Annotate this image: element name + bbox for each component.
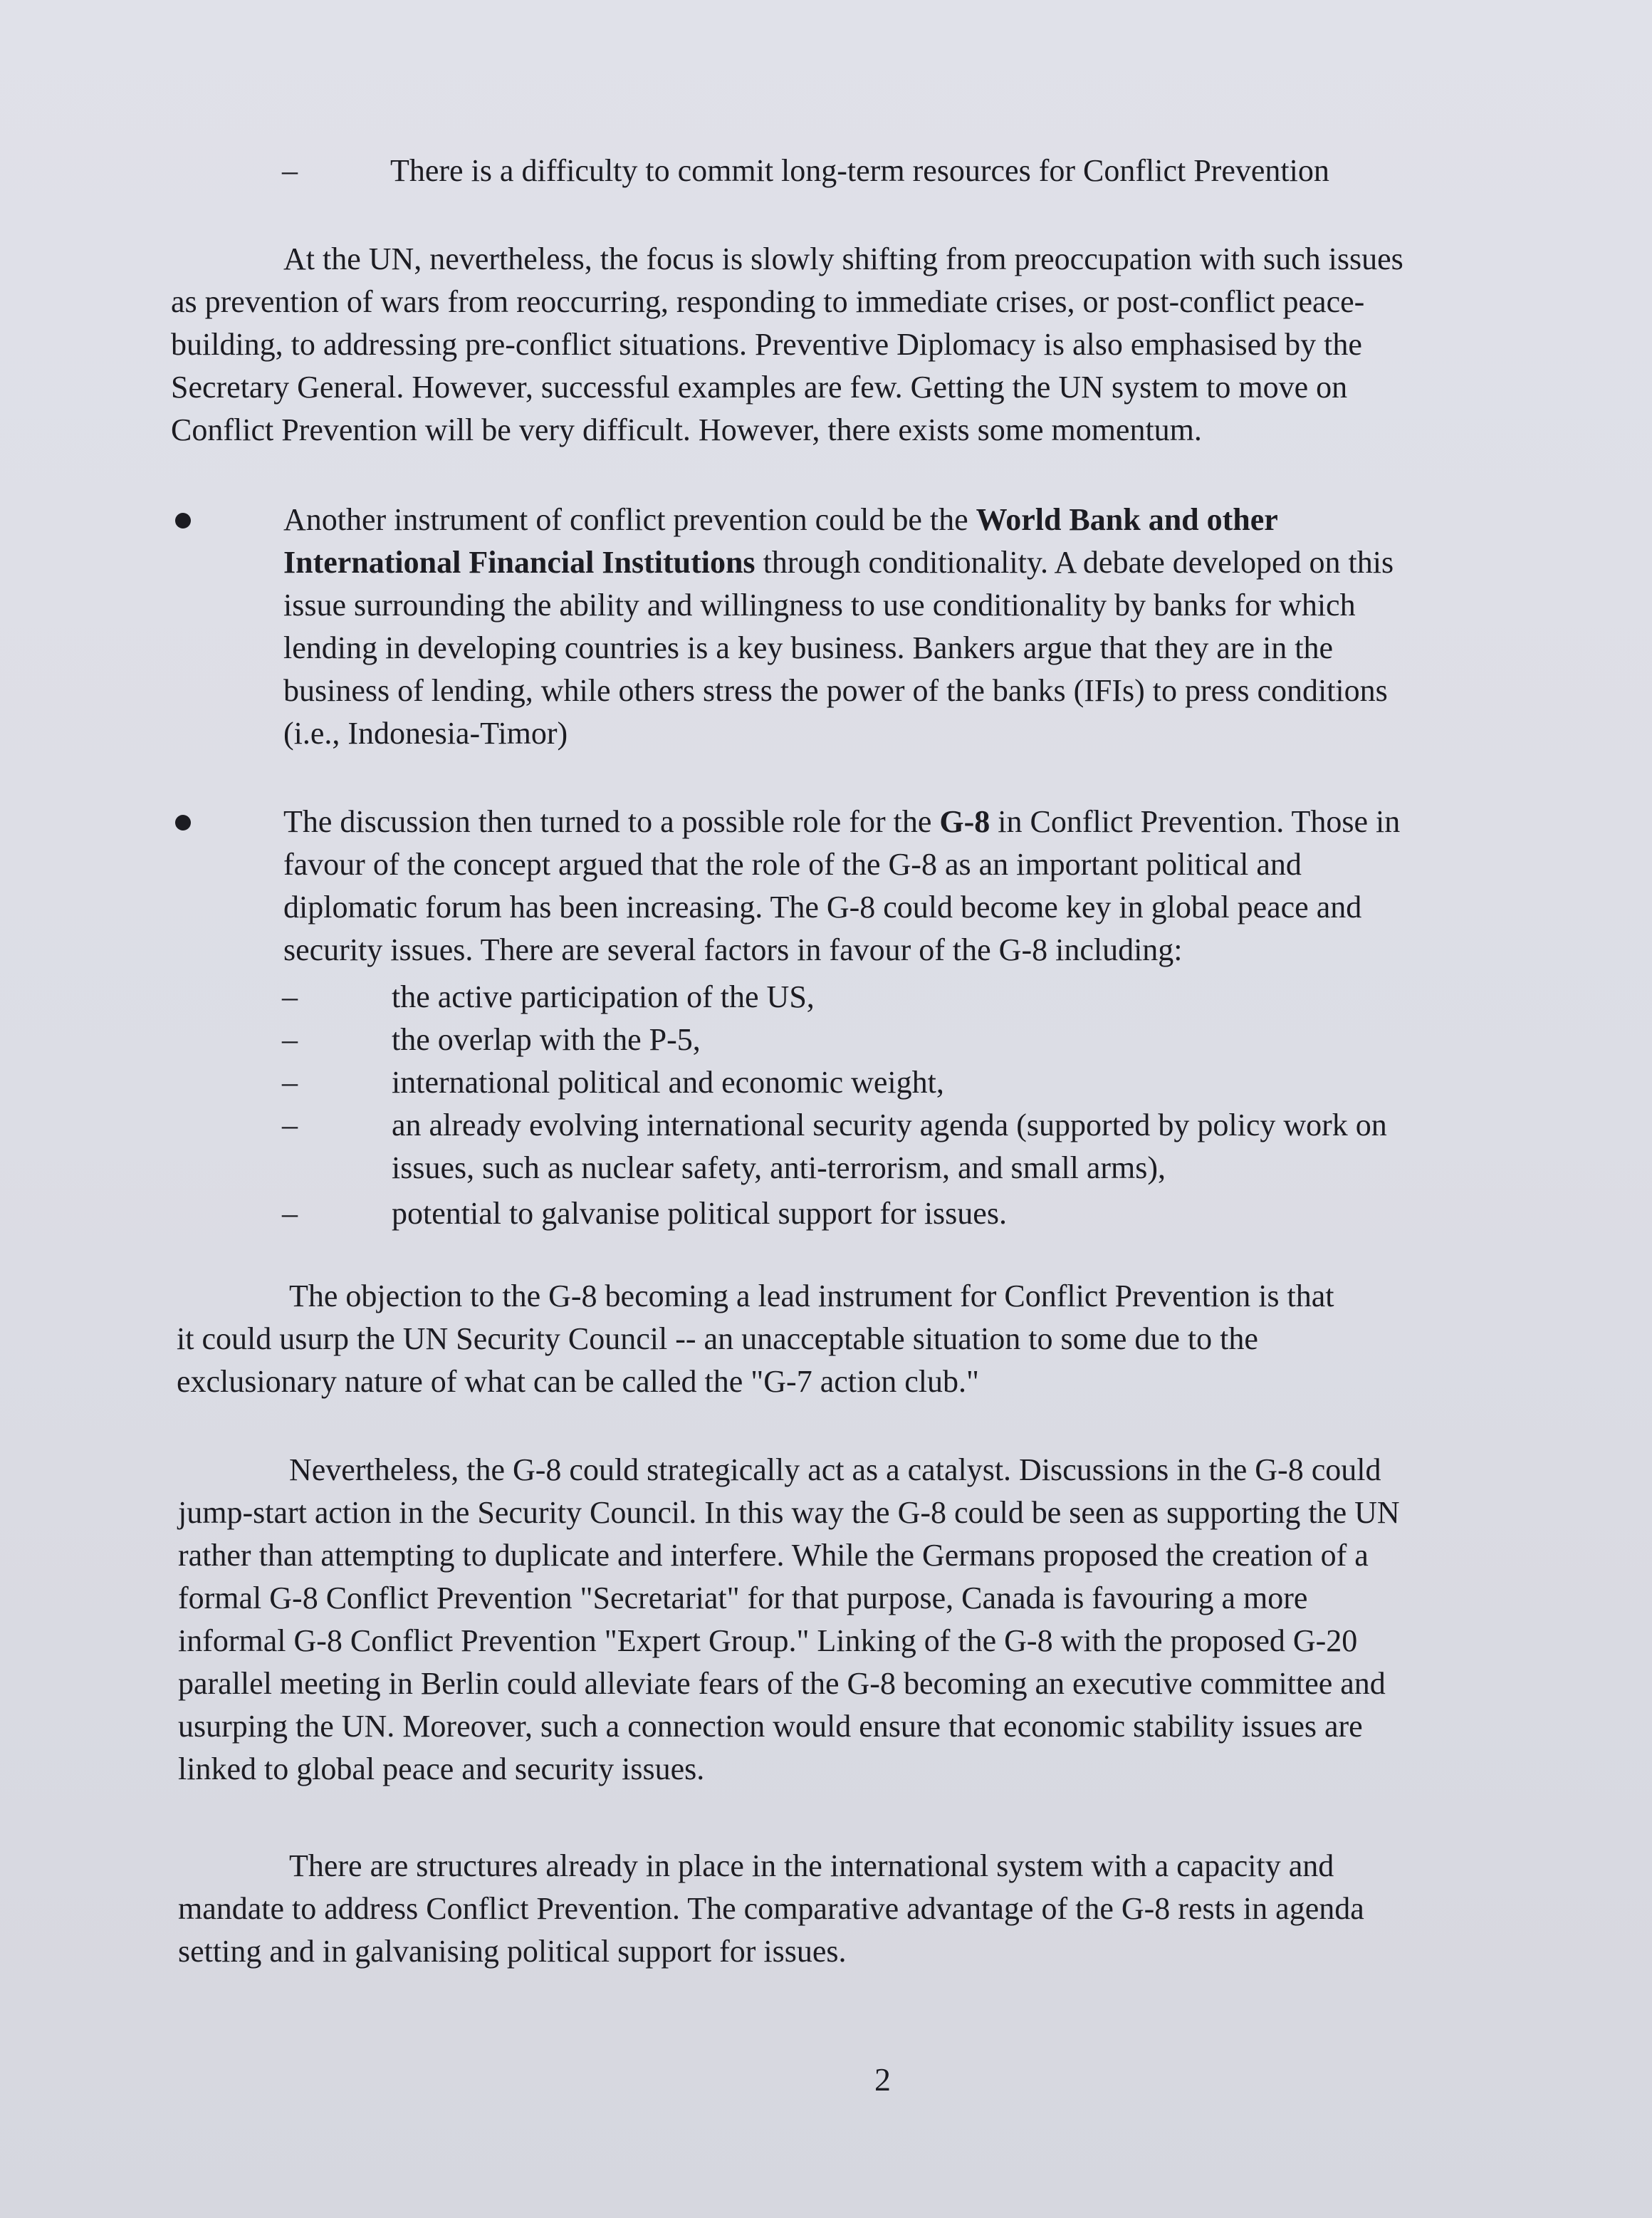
paragraph-line: (i.e., Indonesia-Timor) bbox=[283, 716, 568, 751]
dash-marker: – bbox=[282, 1065, 298, 1100]
paragraph-line bbox=[283, 541, 1394, 584]
dash-marker: – bbox=[282, 979, 298, 1014]
paragraph-line: issue surrounding the ability and willingness to use conditionality by banks for which bbox=[283, 588, 1356, 623]
bullet-point bbox=[175, 815, 191, 831]
factor-item: potential to galvanise political support for issues. bbox=[392, 1196, 1007, 1231]
bold-text: International Financial Institutions bbox=[283, 545, 756, 580]
paragraph-line: parallel meeting in Berlin could alleviate fears of the G-8 becoming an executive committee and bbox=[178, 1666, 1386, 1701]
paragraph-line: linked to global peace and security issues. bbox=[178, 1751, 705, 1786]
paragraph-line: The objection to the G-8 becoming a lead instrument for Conflict Prevention is that bbox=[289, 1279, 1334, 1313]
text-run: The discussion then turned to a possible role for the bbox=[283, 804, 940, 839]
bullet-point bbox=[175, 513, 191, 529]
paragraph-line: exclusionary nature of what can be called the "G-7 action club." bbox=[177, 1364, 979, 1399]
dash-line-text: There is a difficulty to commit long-term resources for Conflict Prevention bbox=[390, 153, 1329, 188]
dash-marker: – bbox=[282, 153, 298, 188]
bold-text: G-8 bbox=[939, 804, 990, 839]
paragraph-line: There are structures already in place in the international system with a capacity and bbox=[289, 1848, 1334, 1883]
paragraph-line: informal G-8 Conflict Prevention "Expert Group." Linking of the G-8 with the proposed G-20 bbox=[178, 1623, 1358, 1658]
paragraph-line: usurping the UN. Moreover, such a connection would ensure that economic stability issues are bbox=[178, 1709, 1363, 1744]
paragraph-line: diplomatic forum has been increasing. The G-8 could become key in global peace and bbox=[283, 890, 1362, 925]
dash-marker: – bbox=[282, 1022, 298, 1057]
paragraph-line: favour of the concept argued that the role of the G-8 as an important political and bbox=[283, 847, 1302, 882]
text-run: Another instrument of conflict prevention could be the bbox=[283, 502, 976, 537]
factor-item: international political and economic weight, bbox=[392, 1065, 944, 1100]
paragraph-line: business of lending, while others stress the power of the banks (IFIs) to press conditions bbox=[283, 673, 1388, 708]
paragraph-line: formal G-8 Conflict Prevention "Secretariat" for that purpose, Canada is favouring a more bbox=[178, 1581, 1308, 1615]
paragraph-line: Conflict Prevention will be very difficult. However, there exists some momentum. bbox=[171, 412, 1202, 447]
paragraph-line: jump-start action in the Security Council. In this way the G-8 could be seen as supporting the UN bbox=[178, 1495, 1400, 1530]
text-run: in Conflict Prevention. Those in bbox=[990, 804, 1401, 839]
paragraph-line: lending in developing countries is a key business. Bankers argue that they are in the bbox=[283, 630, 1334, 665]
paragraph-line: security issues. There are several factors in favour of the G-8 including: bbox=[283, 932, 1183, 967]
paragraph-line: as prevention of wars from reoccurring, responding to immediate crises, or post-conflict peace- bbox=[171, 284, 1365, 319]
text-run: through conditionality. A debate developed on this bbox=[755, 545, 1394, 580]
factor-item: the overlap with the P-5, bbox=[392, 1022, 701, 1057]
page-number: 2 bbox=[874, 2061, 891, 2098]
factor-item: the active participation of the US, bbox=[392, 979, 815, 1014]
paragraph-line: mandate to address Conflict Prevention. The comparative advantage of the G-8 rests in agenda bbox=[178, 1891, 1364, 1926]
dash-marker: – bbox=[282, 1196, 298, 1231]
paragraph-line: Secretary General. However, successful examples are few. Getting the UN system to move on bbox=[171, 370, 1348, 405]
paragraph-line bbox=[283, 499, 1278, 541]
factor-item: an already evolving international security agenda (supported by policy work on bbox=[392, 1108, 1387, 1142]
paragraph-line bbox=[283, 801, 1400, 843]
paragraph-line: rather than attempting to duplicate and interfere. While the Germans proposed the creation of a bbox=[178, 1538, 1369, 1573]
paragraph-line: it could usurp the UN Security Council -- an unacceptable situation to some due to the bbox=[177, 1321, 1258, 1356]
factor-item-continued: issues, such as nuclear safety, anti-terrorism, and small arms), bbox=[392, 1150, 1166, 1185]
paragraph-line: At the UN, nevertheless, the focus is slowly shifting from preoccupation with such issues bbox=[283, 241, 1403, 276]
paragraph-line: building, to addressing pre-conflict situations. Preventive Diplomacy is also emphasised by the bbox=[171, 327, 1362, 362]
paragraph-line: setting and in galvanising political support for issues. bbox=[178, 1934, 847, 1969]
dash-marker: – bbox=[282, 1108, 298, 1142]
paragraph-line: Nevertheless, the G-8 could strategically act as a catalyst. Discussions in the G-8 could bbox=[289, 1452, 1381, 1487]
bold-text: World Bank and other bbox=[976, 502, 1278, 537]
